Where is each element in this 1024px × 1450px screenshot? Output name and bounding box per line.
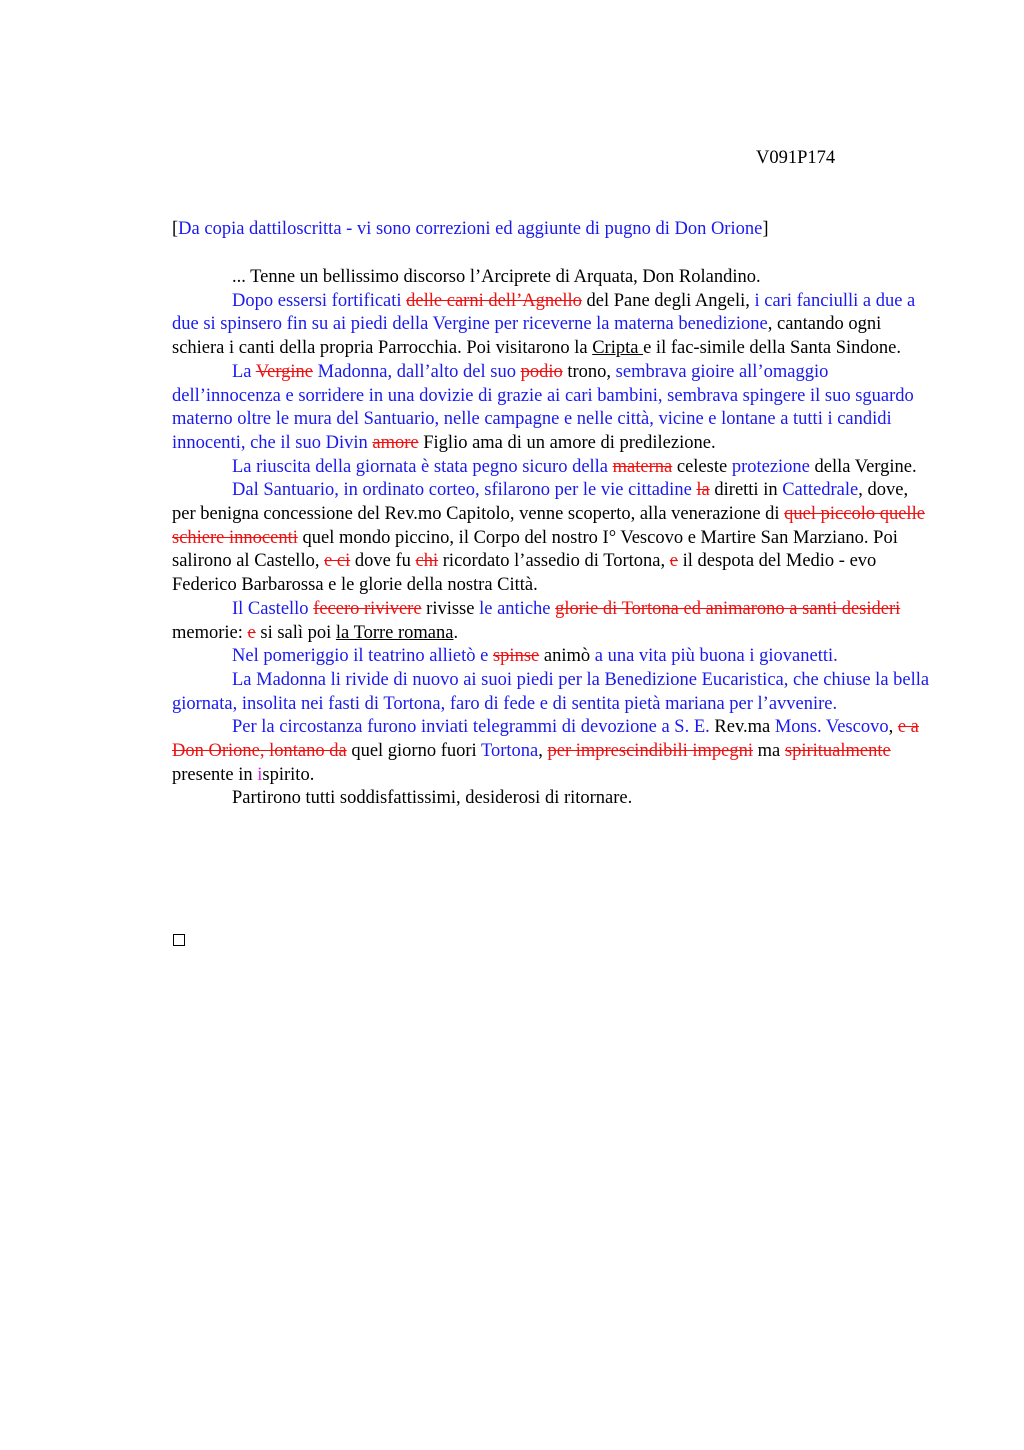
source-note-open-bracket: [ [172,219,179,239]
deleted-text: fecero rivivere [313,598,422,619]
added-text: Dopo essersi fortificati [232,290,407,311]
underlined-text: Cripta [592,338,644,359]
deleted-text: materna [612,456,673,477]
deleted-text: per imprescindibili impegni [547,741,754,762]
deleted-text: podio [520,361,563,382]
base-text: diretti in [709,480,783,501]
empty-square-icon [173,934,185,946]
base-text: . [453,622,459,643]
base-text: quel giorno fuori [346,741,481,762]
added-text: Tortona [480,741,539,762]
added-text: sembrava gioire all’omaggio dell’innocenza e sorridere in una dovizie di grazie ai cari bambini, sembrava spingere il suo sguardo materno oltre le mura del Santuario, nelle campagne e nelle città, vicine e lontane a tutti i candidi innocenti, che il suo Divin [172,361,914,453]
added-text: La riuscita della giornata è stata pegno sicuro della [232,456,613,477]
paragraph [172,598,932,645]
base-text: Rev.ma [709,717,775,738]
added-text: i cari fanciulli a due a due si spinsero fin su ai piedi della Vergine per riceverne la materna benedizione [172,290,916,335]
added-text: La Madonna li rivide di nuovo ai suoi piedi per la Benedizione Eucaristica, che chiuse la bella giornata, insolita nei fasti di Tortona, faro di fede e di sentita pietà mariana per l’avvenire. [172,669,930,714]
base-text: quel mondo piccino, il Corpo del nostro I° Vescovo e Martire San Marziano. Poi salirono al Castello, [172,527,898,572]
document-body [172,266,932,811]
added-text: La [232,361,256,382]
base-text: , cantando ogni schiera i canti della propria Parrocchia. Poi visitarono la [172,314,882,359]
paragraph [172,645,932,669]
deleted-text: quel piccolo quelle schiere innocenti [172,504,925,548]
source-note-close-bracket: ] [762,219,769,239]
deleted-text: delle carni dell’Agnello [406,290,582,311]
base-text: Figlio ama di un amore di predilezione. [418,432,716,453]
deleted-text: e ci [324,551,351,572]
added-text: Dal Santuario, in ordinato corteo, sfilarono per le vie cittadine [232,480,697,501]
deleted-text: chi [415,551,439,572]
paragraph [172,716,932,787]
deleted-text: spinse [492,646,540,667]
base-text: rivisse [421,598,480,619]
paragraph [172,669,932,716]
added-text: Il Castello [232,598,314,619]
base-text: ma [753,741,785,762]
base-text: della Vergine. [809,456,917,477]
highlight-char: i [257,764,263,785]
added-text: Nel pomeriggio il teatrino allietò e [232,646,493,667]
paragraph [172,266,932,290]
base-text: e il fac-simile della Santa Sindone. [643,338,901,359]
base-text: animò [539,646,595,667]
deleted-text: spiritualmente [784,741,891,762]
base-text: ... Tenne un bellissimo discorso l’Arciprete di Arquata, Don Rolandino. [232,267,761,287]
base-text: del Pane degli Angeli, [581,290,755,311]
added-text: Per la circostanza furono inviati telegrammi di devozione a S. E. [232,717,710,738]
deleted-text: la [696,480,710,501]
base-text: trono, [562,361,616,382]
source-note [172,217,769,241]
base-text: celeste [672,456,732,477]
added-text: Mons. Vescovo [774,717,889,738]
base-text: il despota del Medio - evo Federico Barbarossa e le glorie della nostra Città. [172,551,877,596]
paragraph [172,361,932,456]
deleted-text: Vergine [255,361,314,382]
paragraph [172,787,932,811]
base-text: , dove, per benigna concessione del Rev.mo Capitolo, venne scoperto, alla venerazione di [172,480,909,525]
base-text: presente in [172,764,258,785]
deleted-text: e a Don Orione, lontano da [172,717,919,762]
base-text: memorie: [172,622,248,643]
base-text: , [888,717,898,738]
base-text: , [538,741,548,762]
base-text: Partirono tutti soddisfattissimi, desiderosi di ritornare. [232,788,633,809]
added-text: protezione [731,456,810,477]
document-code: V091P174 [756,148,836,168]
added-text: Cattedrale [782,480,859,501]
base-text: ricordato l’assedio di Tortona, [438,551,670,572]
added-text: le antiche [479,598,556,619]
added-text: a una vita più buona i giovanetti. [594,646,838,667]
base-text: si salì poi [255,622,336,643]
paragraph [172,290,932,361]
base-text: spirito. [262,764,315,785]
added-text: Madonna, dall’alto del suo [313,361,521,382]
deleted-text: glorie di Tortona ed animarono a santi desideri [555,598,901,619]
deleted-text: e [247,622,256,643]
base-text: dove fu [350,551,416,572]
underlined-text: la Torre romana [335,622,454,643]
source-note-text: Da copia dattiloscritta - vi sono correzioni ed aggiunte di pugno di Don Orione [178,219,763,239]
paragraph [172,456,932,480]
deleted-text: amore [372,432,419,453]
paragraph [172,479,932,598]
deleted-text: e [669,551,678,572]
